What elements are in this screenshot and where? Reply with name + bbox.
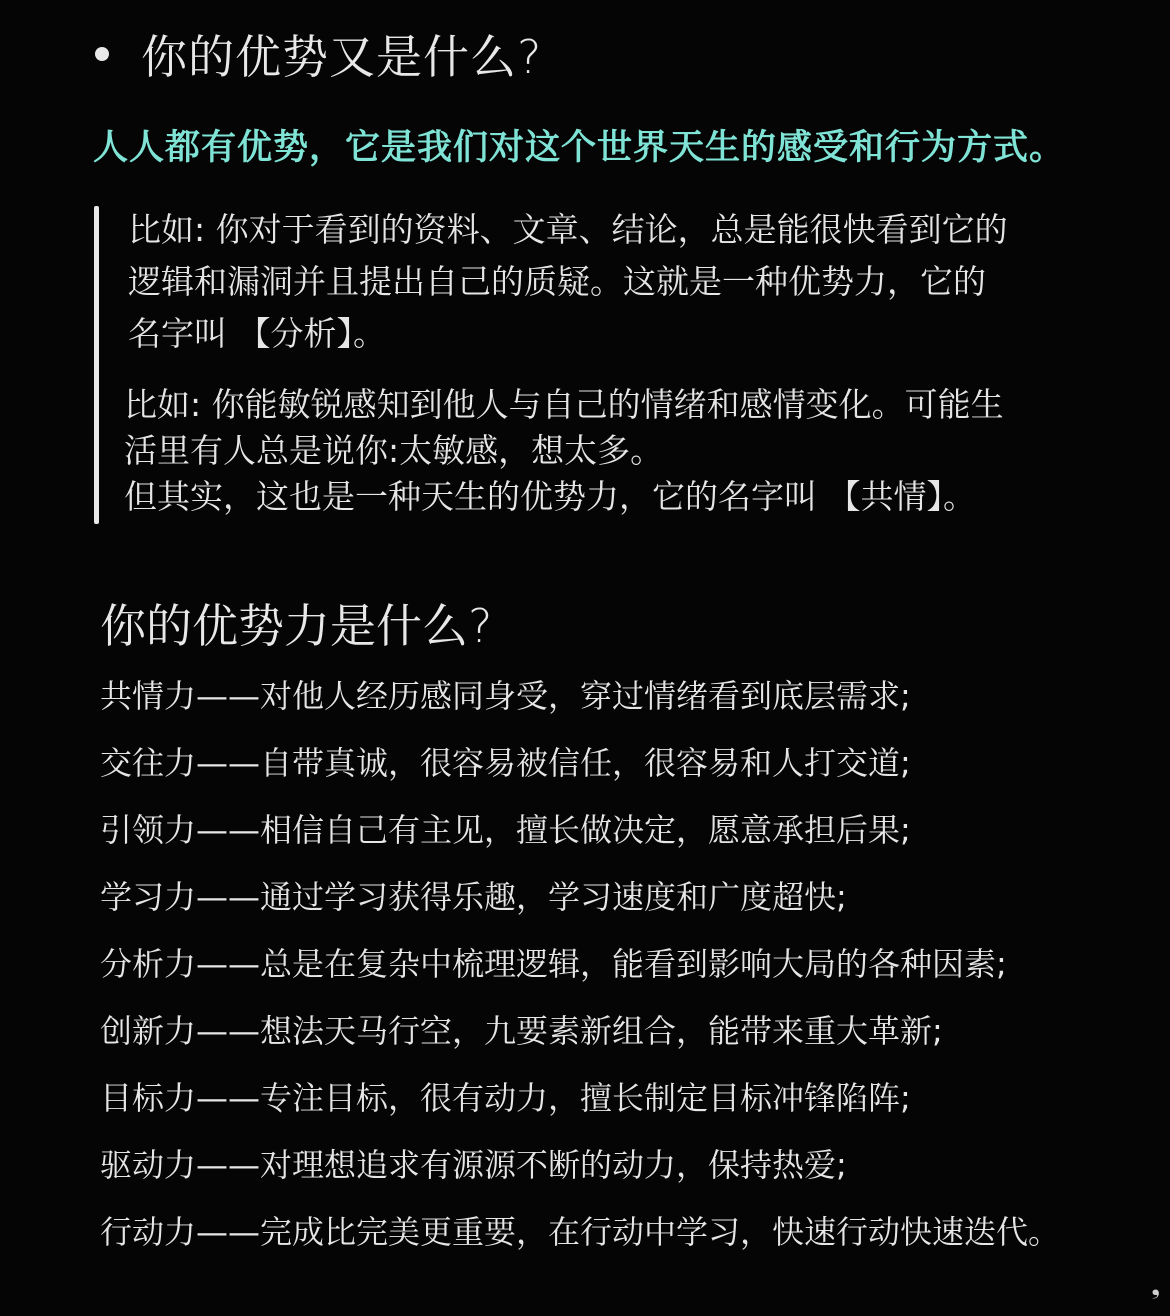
page-heading: 你的优势又是什么? bbox=[141, 30, 543, 84]
quote-bar bbox=[94, 206, 99, 524]
bullet-dot-icon bbox=[95, 47, 109, 61]
corner-mark-icon: ❟ bbox=[1151, 1275, 1160, 1300]
quote-line: 但其实，这也是一种天生的优势力，它的名字叫 【共情】。 bbox=[124, 477, 976, 516]
list-item: 目标力——专注目标，很有动力，擅长制定目标冲锋陷阵; bbox=[100, 1079, 911, 1117]
highlight-subtitle: 人人都有优势，它是我们对这个世界天生的感受和行为方式。 bbox=[93, 128, 1066, 168]
list-item: 引领力——相信自己有主见，擅长做决定，愿意承担后果; bbox=[100, 811, 911, 849]
section-title: 你的优势力是什么? bbox=[100, 599, 493, 653]
quote-line: 比如: 你对于看到的资料、文章、结论，总是能很快看到它的 bbox=[128, 210, 1008, 249]
list-item: 驱动力——对理想追求有源源不断的动力，保持热爱; bbox=[100, 1146, 847, 1184]
list-item: 学习力——通过学习获得乐趣，学习速度和广度超快; bbox=[100, 878, 847, 916]
quote-line: 比如: 你能敏锐感知到他人与自己的情绪和感情变化。可能生 bbox=[124, 385, 1004, 424]
bullet-heading bbox=[95, 22, 542, 86]
list-item: 创新力——想法天马行空，九要素新组合，能带来重大革新; bbox=[100, 1012, 943, 1050]
quote-line: 活里有人总是说你:太敏感，想太多。 bbox=[124, 431, 664, 470]
list-item: 共情力——对他人经历感同身受，穿过情绪看到底层需求; bbox=[100, 677, 911, 715]
list-item: 行动力——完成比完美更重要，在行动中学习，快速行动快速迭代。 bbox=[100, 1213, 1061, 1251]
quote-paragraph-empathy bbox=[124, 382, 1004, 520]
quote-line: 逻辑和漏洞并且提出自己的质疑。这就是一种优势力，它的 bbox=[128, 262, 986, 301]
quote-paragraph-analysis bbox=[128, 204, 1008, 360]
strength-list bbox=[100, 672, 1060, 1275]
list-item: 分析力——总是在复杂中梳理逻辑，能看到影响大局的各种因素; bbox=[100, 945, 1007, 983]
list-item: 交往力——自带真诚，很容易被信任，很容易和人打交道; bbox=[100, 744, 911, 782]
quote-line: 名字叫 【分析】。 bbox=[128, 314, 386, 353]
